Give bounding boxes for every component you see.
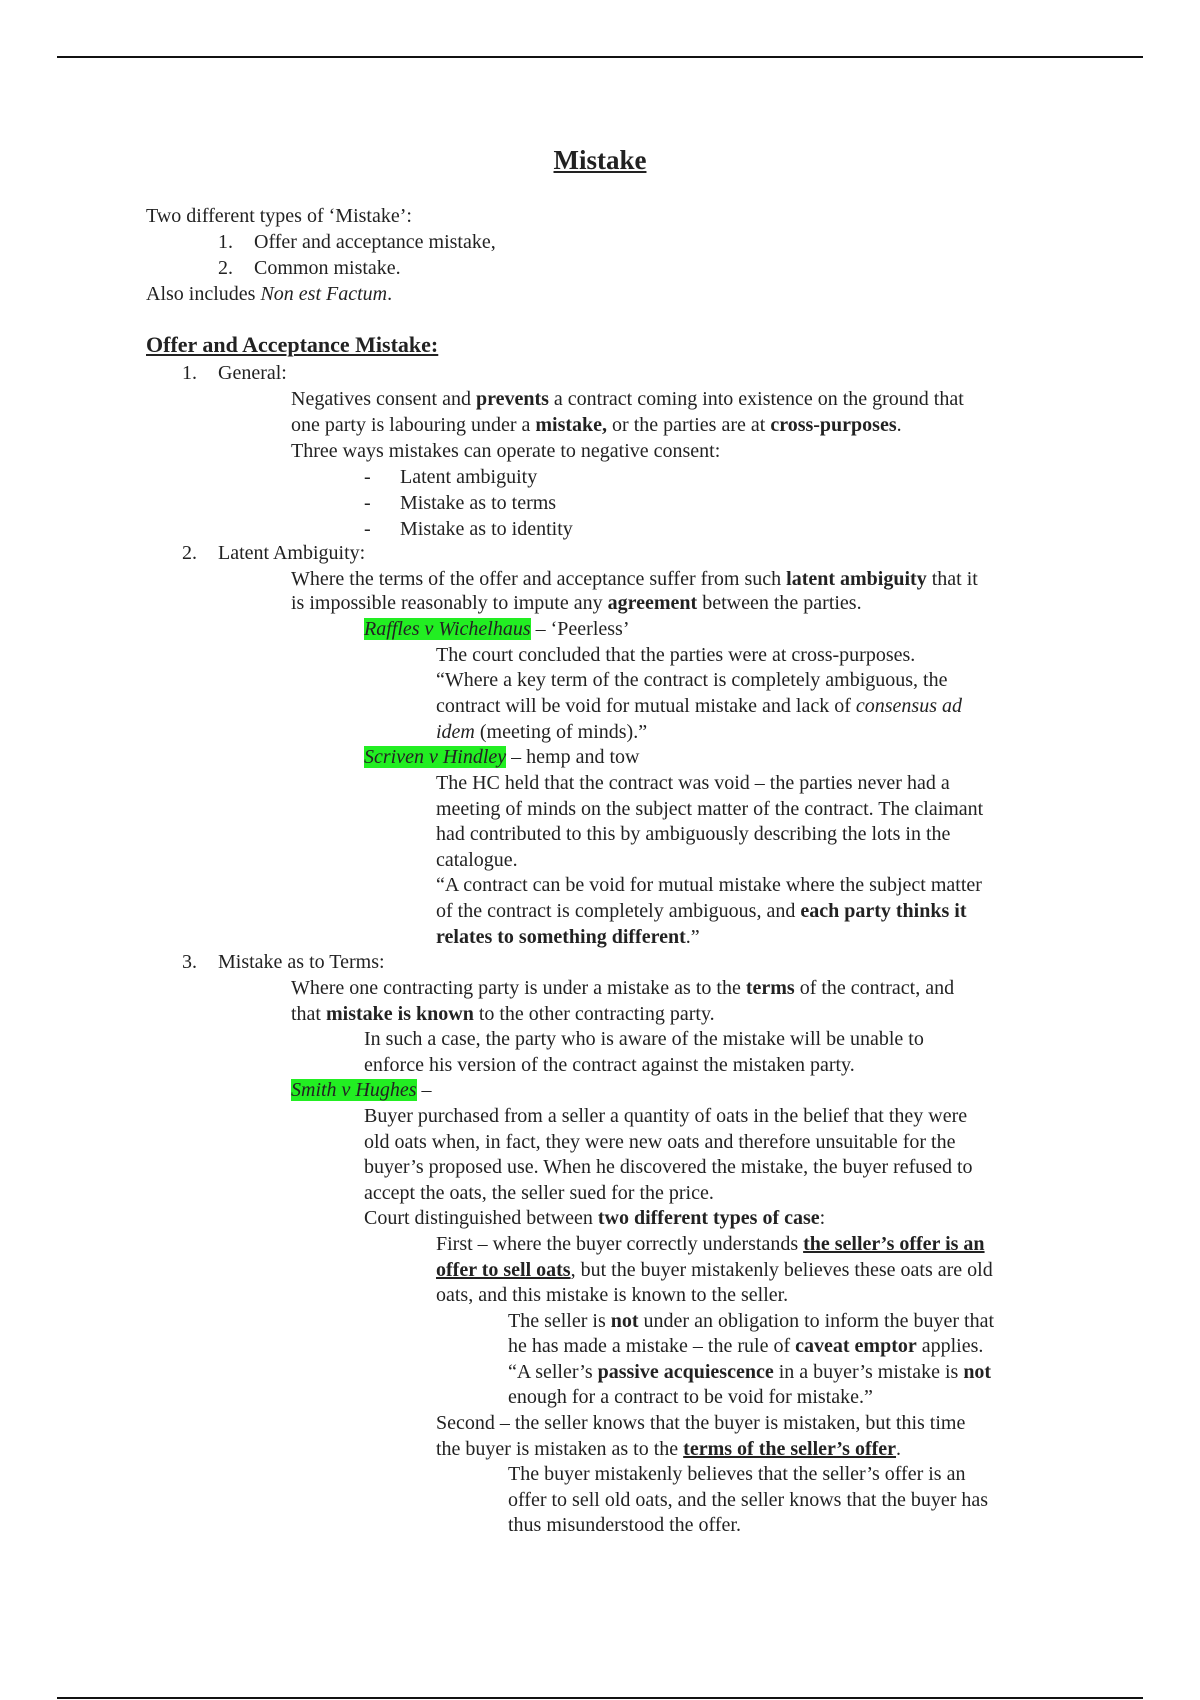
bold-run: agreement [607, 592, 698, 614]
text-run: to the other contracting party. [473, 1003, 715, 1025]
case-tail: – hemp and tow [506, 746, 640, 768]
latent-p1 [291, 566, 978, 592]
text-run: Court distinguished between [364, 1207, 598, 1229]
bold-run: prevents [475, 388, 549, 410]
text-run: that [291, 1003, 326, 1025]
first-detail-line [508, 1359, 991, 1385]
case-text-line [436, 924, 700, 950]
non-est-factum: Non est Factum [260, 283, 388, 305]
case-text-line: The HC held that the contract was void – the parties never had a [436, 772, 950, 794]
case-text-line [436, 898, 966, 924]
text-run: in a buyer’s mistake is [773, 1361, 964, 1383]
text-run: of the contract is completely ambiguous, and [436, 900, 801, 922]
second-detail-line: The buyer mistakenly believes that the seller’s offer is an [508, 1463, 966, 1485]
distinguish-line [364, 1205, 825, 1231]
terms-num: 3. [182, 951, 197, 973]
underlined-run: offer to sell oats [436, 1259, 571, 1281]
text-run: the buyer is mistaken as to the [436, 1438, 684, 1460]
text-run: contract will be void for mutual mistake and lack of [436, 695, 856, 717]
bold-run: terms [745, 977, 795, 999]
case-text-line: buyer’s proposed use. When he discovered the mistake, the buyer refused to [364, 1156, 973, 1178]
text-run: . [896, 1438, 902, 1460]
text-run: “A seller’s [508, 1361, 598, 1383]
bullet-item: Mistake as to identity [400, 518, 573, 540]
bold-run: two different types of case [597, 1207, 820, 1229]
general-num: 1. [182, 362, 197, 384]
text-run: Negatives consent and [291, 388, 476, 410]
case-text-line: Buyer purchased from a seller a quantity of oats in the belief that they were [364, 1105, 968, 1127]
second-case-line: Second – the seller knows that the buyer is mistaken, but this time [436, 1412, 966, 1434]
general-p2 [291, 412, 902, 438]
bold-run: caveat emptor [795, 1335, 917, 1357]
general-p3: Three ways mistakes can operate to negative consent: [291, 440, 721, 462]
general-label: General: [218, 362, 287, 384]
second-detail-line: thus misunderstood the offer. [508, 1514, 741, 1536]
page-bottom-rule [57, 1697, 1143, 1699]
italic-run: consensus ad [855, 695, 962, 717]
italic-run: idem [436, 721, 475, 743]
text-run: Where one contracting party is under a mistake as to the [291, 977, 746, 999]
case-text-line: meeting of minds on the subject matter of the contract. The claimant [436, 798, 984, 820]
also-suffix: . [387, 283, 393, 305]
text-run: . [896, 414, 902, 436]
latent-p2 [291, 590, 862, 616]
case-name-highlight: Scriven v Hindley [364, 746, 507, 768]
first-detail-line: enough for a contract to be void for mistake.” [508, 1386, 873, 1408]
terms-label: Mistake as to Terms: [218, 951, 385, 973]
case-text-line: accept the oats, the seller sued for the price. [364, 1182, 714, 1204]
text-run: .” [685, 926, 700, 948]
latent-label: Latent Ambiguity: [218, 542, 366, 564]
bullet-item: Latent ambiguity [400, 466, 538, 488]
underlined-run: the seller’s offer is an [803, 1233, 985, 1255]
case-text-line: catalogue. [436, 849, 518, 871]
intro-num-2: 2. [218, 257, 233, 279]
text-run: Where the terms of the offer and acceptance suffer from such [291, 568, 787, 590]
bold-run: mistake, [535, 414, 608, 436]
bullet-dash: - [364, 466, 371, 488]
bold-run: each party thinks it [800, 900, 967, 922]
bullet-dash: - [364, 518, 371, 540]
intro-text: Two different types of ‘Mistake’: [146, 205, 412, 227]
case-text-line [436, 719, 647, 745]
text-run: or the parties are at [607, 414, 771, 436]
text-run: , but the buyer mistakenly believes these oats are old [570, 1259, 993, 1281]
section-heading: Offer and Acceptance Mistake: [146, 332, 439, 357]
text-run: he has made a mistake – the rule of [508, 1335, 796, 1357]
latent-num: 2. [182, 542, 197, 564]
text-run: First – where the buyer correctly understands [436, 1233, 804, 1255]
case-text-line: The court concluded that the parties were at cross-purposes. [436, 644, 916, 666]
bullet-item: Mistake as to terms [400, 492, 557, 514]
first-case-line: oats, and this mistake is known to the seller. [436, 1284, 789, 1306]
intro-item-2: Common mistake. [254, 257, 401, 279]
text-run: between the parties. [697, 592, 862, 614]
case-scriven [364, 744, 639, 770]
bold-run: mistake is known [326, 1003, 474, 1025]
case-raffles [364, 616, 630, 642]
case-text-line [436, 693, 962, 719]
text-run: is impossible reasonably to impute any [291, 592, 608, 614]
text-run: (meeting of minds).” [474, 721, 648, 743]
case-text-line: had contributed to this by ambiguously describing the lots in the [436, 823, 951, 845]
underlined-run: terms of the seller’s offer [683, 1438, 897, 1460]
page-title: Mistake [553, 145, 647, 175]
bold-run: cross-purposes [770, 414, 897, 436]
bullet-dash: - [364, 492, 371, 514]
case-text-line: “Where a key term of the contract is completely ambiguous, the [436, 669, 948, 691]
case-tail: – [416, 1079, 432, 1101]
first-detail-line [508, 1308, 994, 1334]
general-p1 [291, 386, 964, 412]
text-run: The seller is [508, 1310, 611, 1332]
text-run: of the contract, and [794, 977, 955, 999]
first-detail-line [508, 1333, 983, 1359]
case-name-highlight: Raffles v Wichelhaus [364, 618, 531, 640]
terms-p2 [291, 1001, 715, 1027]
terms-p4: enforce his version of the contract against the mistaken party. [364, 1054, 855, 1076]
second-detail-line: offer to sell old oats, and the seller knows that the buyer has [508, 1489, 989, 1511]
first-case-line [436, 1231, 985, 1257]
also-includes-line [146, 281, 392, 307]
first-case-line [436, 1257, 993, 1283]
text-run: that it [926, 568, 978, 590]
text-run: a contract coming into existence on the ground that [548, 388, 964, 410]
also-prefix: Also includes [146, 283, 261, 305]
case-smith [291, 1077, 432, 1103]
text-run: : [819, 1207, 826, 1229]
bold-run: not [610, 1310, 639, 1332]
text-run: one party is labouring under a [291, 414, 536, 436]
terms-p1 [291, 975, 954, 1001]
intro-num-1: 1. [218, 231, 233, 253]
bold-run: passive acquiescence [597, 1361, 774, 1383]
case-name-highlight: Smith v Hughes [291, 1079, 417, 1101]
bold-run: relates to something different [436, 926, 686, 948]
text-run: under an obligation to inform the buyer that [638, 1310, 995, 1332]
terms-p3: In such a case, the party who is aware of the mistake will be unable to [364, 1028, 924, 1050]
text-run: applies. [916, 1335, 984, 1357]
case-tail: – ‘Peerless’ [530, 618, 630, 640]
second-case-line [436, 1436, 901, 1462]
intro-item-1: Offer and acceptance mistake, [254, 231, 496, 253]
case-text-line: “A contract can be void for mutual mistake where the subject matter [436, 874, 982, 896]
bold-run: latent ambiguity [786, 568, 927, 590]
bold-run: not [963, 1361, 992, 1383]
case-text-line: old oats when, in fact, they were new oats and therefore unsuitable for the [364, 1131, 956, 1153]
